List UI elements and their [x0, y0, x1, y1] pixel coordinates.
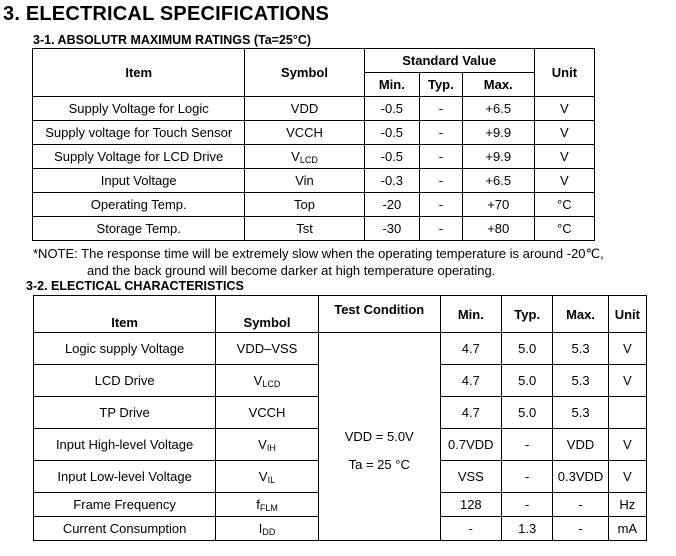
col-header-typ: Typ.	[502, 296, 553, 333]
section-heading-absolute-max: 3-1. ABSOLUTR MAXIMUM RATINGS (Ta=25°C)	[33, 33, 312, 47]
min-cell: 128	[440, 493, 501, 517]
typ-cell: -	[420, 121, 463, 145]
symbol-text: Vin	[295, 173, 314, 188]
table-row	[33, 217, 595, 241]
min-cell: -0.5	[364, 145, 419, 169]
item-cell: Operating Temp.	[33, 193, 245, 217]
min-cell: VSS	[440, 461, 501, 493]
table-row	[33, 121, 595, 145]
unit-cell	[608, 397, 646, 429]
unit-cell: V	[534, 169, 594, 193]
typ-cell: -	[420, 217, 463, 241]
table-row	[33, 169, 595, 193]
item-cell: Logic supply Voltage	[34, 333, 216, 365]
symbol-text: VDD	[290, 101, 319, 116]
max-cell: +9.9	[462, 121, 534, 145]
unit-cell: V	[534, 97, 594, 121]
item-cell: Frame Frequency	[34, 493, 216, 517]
col-header-item: Item	[34, 296, 216, 333]
unit-cell: V	[608, 429, 646, 461]
col-header-min: Min.	[440, 296, 501, 333]
min-cell: 4.7	[440, 333, 501, 365]
col-header-symbol: Symbol	[245, 49, 364, 97]
item-cell: LCD Drive	[34, 365, 216, 397]
min-cell: -0.3	[364, 169, 419, 193]
symbol-text: Top	[294, 197, 315, 212]
unit-cell: °C	[534, 217, 594, 241]
typ-cell: -	[502, 493, 553, 517]
test-condition-cell	[318, 333, 440, 541]
max-cell: +6.5	[462, 97, 534, 121]
symbol-cell	[245, 169, 364, 193]
item-cell: Input Voltage	[33, 169, 245, 193]
symbol-cell	[245, 121, 364, 145]
symbol-text: Tst	[296, 221, 313, 236]
col-header-standard-value: Standard Value	[364, 49, 534, 73]
symbol-text: f	[256, 496, 260, 512]
max-cell: +70	[462, 193, 534, 217]
symbol-subscript: IL	[267, 474, 276, 485]
item-cell: Supply voltage for Touch Sensor	[33, 121, 245, 145]
test-condition-line-2: Ta = 25 °C	[348, 457, 410, 472]
typ-cell: -	[420, 97, 463, 121]
note-line-1: *NOTE: The response time will be extremely slow when the operating temperature is around -20℃,	[33, 246, 604, 261]
min-cell: -0.5	[364, 97, 419, 121]
symbol-cell	[216, 461, 319, 493]
typ-cell: 5.0	[502, 397, 553, 429]
unit-cell: V	[608, 365, 646, 397]
symbol-text: V	[258, 436, 267, 452]
symbol-cell	[216, 493, 319, 517]
symbol-subscript: IH	[266, 442, 276, 453]
symbol-cell	[216, 397, 319, 429]
col-header-unit: Unit	[534, 49, 594, 97]
symbol-text: I	[258, 520, 263, 536]
col-header-symbol: Symbol	[216, 296, 319, 333]
symbol-subscript: FLM	[259, 502, 278, 513]
symbol-cell	[216, 517, 319, 541]
col-header-unit: Unit	[608, 296, 646, 333]
unit-cell: mA	[608, 517, 646, 541]
col-header-item: Item	[33, 49, 245, 97]
item-cell: Input High-level Voltage	[34, 429, 216, 461]
min-cell: 0.7VDD	[440, 429, 501, 461]
symbol-text: V	[291, 148, 300, 164]
symbol-subscript: DD	[262, 526, 276, 537]
min-cell: -20	[364, 193, 419, 217]
unit-cell: V	[608, 333, 646, 365]
typ-cell: -	[502, 461, 553, 493]
symbol-subscript: LCD	[262, 378, 281, 389]
symbol-cell	[216, 333, 319, 365]
table-row	[33, 145, 595, 169]
typ-cell: -	[420, 169, 463, 193]
item-cell: Current Consumption	[34, 517, 216, 541]
symbol-cell	[216, 429, 319, 461]
symbol-text: VCCH	[286, 125, 323, 140]
symbol-cell	[216, 365, 319, 397]
col-header-max: Max.	[553, 296, 608, 333]
min-cell: 4.7	[440, 365, 501, 397]
min-cell: -0.5	[364, 121, 419, 145]
min-cell: -30	[364, 217, 419, 241]
symbol-text: VCCH	[248, 405, 286, 420]
table-row	[33, 97, 595, 121]
max-cell: 0.3VDD	[553, 461, 608, 493]
unit-cell: Hz	[608, 493, 646, 517]
min-cell: 4.7	[440, 397, 501, 429]
unit-cell: V	[534, 121, 594, 145]
test-condition-line-1: VDD = 5.0V	[344, 429, 414, 444]
max-cell: VDD	[553, 429, 608, 461]
max-cell: +9.9	[462, 145, 534, 169]
symbol-text: V	[258, 468, 268, 484]
typ-cell: -	[420, 193, 463, 217]
typ-cell: 5.0	[502, 333, 553, 365]
item-cell: Supply Voltage for Logic	[33, 97, 245, 121]
unit-cell: V	[534, 145, 594, 169]
col-header-min: Min.	[364, 73, 419, 97]
symbol-cell	[245, 217, 364, 241]
max-cell: -	[553, 517, 608, 541]
max-cell: -	[553, 493, 608, 517]
max-cell: 5.3	[553, 333, 608, 365]
item-cell: TP Drive	[34, 397, 216, 429]
table-row	[33, 193, 595, 217]
max-cell: 5.3	[553, 397, 608, 429]
symbol-cell	[245, 193, 364, 217]
min-cell: -	[440, 517, 501, 541]
unit-cell: °C	[534, 193, 594, 217]
note-text	[33, 245, 604, 279]
note-line-2: and the back ground will become darker at high temperature operating.	[87, 263, 496, 278]
col-header-typ: Typ.	[420, 73, 463, 97]
section-heading-electrical: 3-2. ELECTICAL CHARACTERISTICS	[26, 279, 244, 293]
table-row	[34, 333, 647, 365]
max-cell: +80	[462, 217, 534, 241]
typ-cell: 5.0	[502, 365, 553, 397]
typ-cell: 1.3	[502, 517, 553, 541]
symbol-cell	[245, 145, 364, 169]
max-cell: +6.5	[462, 169, 534, 193]
symbol-subscript: LCD	[299, 154, 318, 165]
page-title: 3. ELECTRICAL SPECIFICATIONS	[3, 3, 330, 25]
electrical-characteristics-table	[33, 295, 647, 541]
symbol-cell	[245, 97, 364, 121]
max-cell: 5.3	[553, 365, 608, 397]
typ-cell: -	[420, 145, 463, 169]
item-cell: Supply Voltage for LCD Drive	[33, 145, 245, 169]
item-cell: Storage Temp.	[33, 217, 245, 241]
typ-cell: -	[502, 429, 553, 461]
symbol-text: V	[253, 372, 263, 388]
col-header-max: Max.	[462, 73, 534, 97]
col-header-test-condition: Test Condition	[318, 296, 440, 333]
unit-cell: V	[608, 461, 646, 493]
item-cell: Input Low-level Voltage	[34, 461, 216, 493]
absolute-max-ratings-table	[32, 48, 595, 241]
symbol-text: VDD–VSS	[236, 341, 298, 356]
